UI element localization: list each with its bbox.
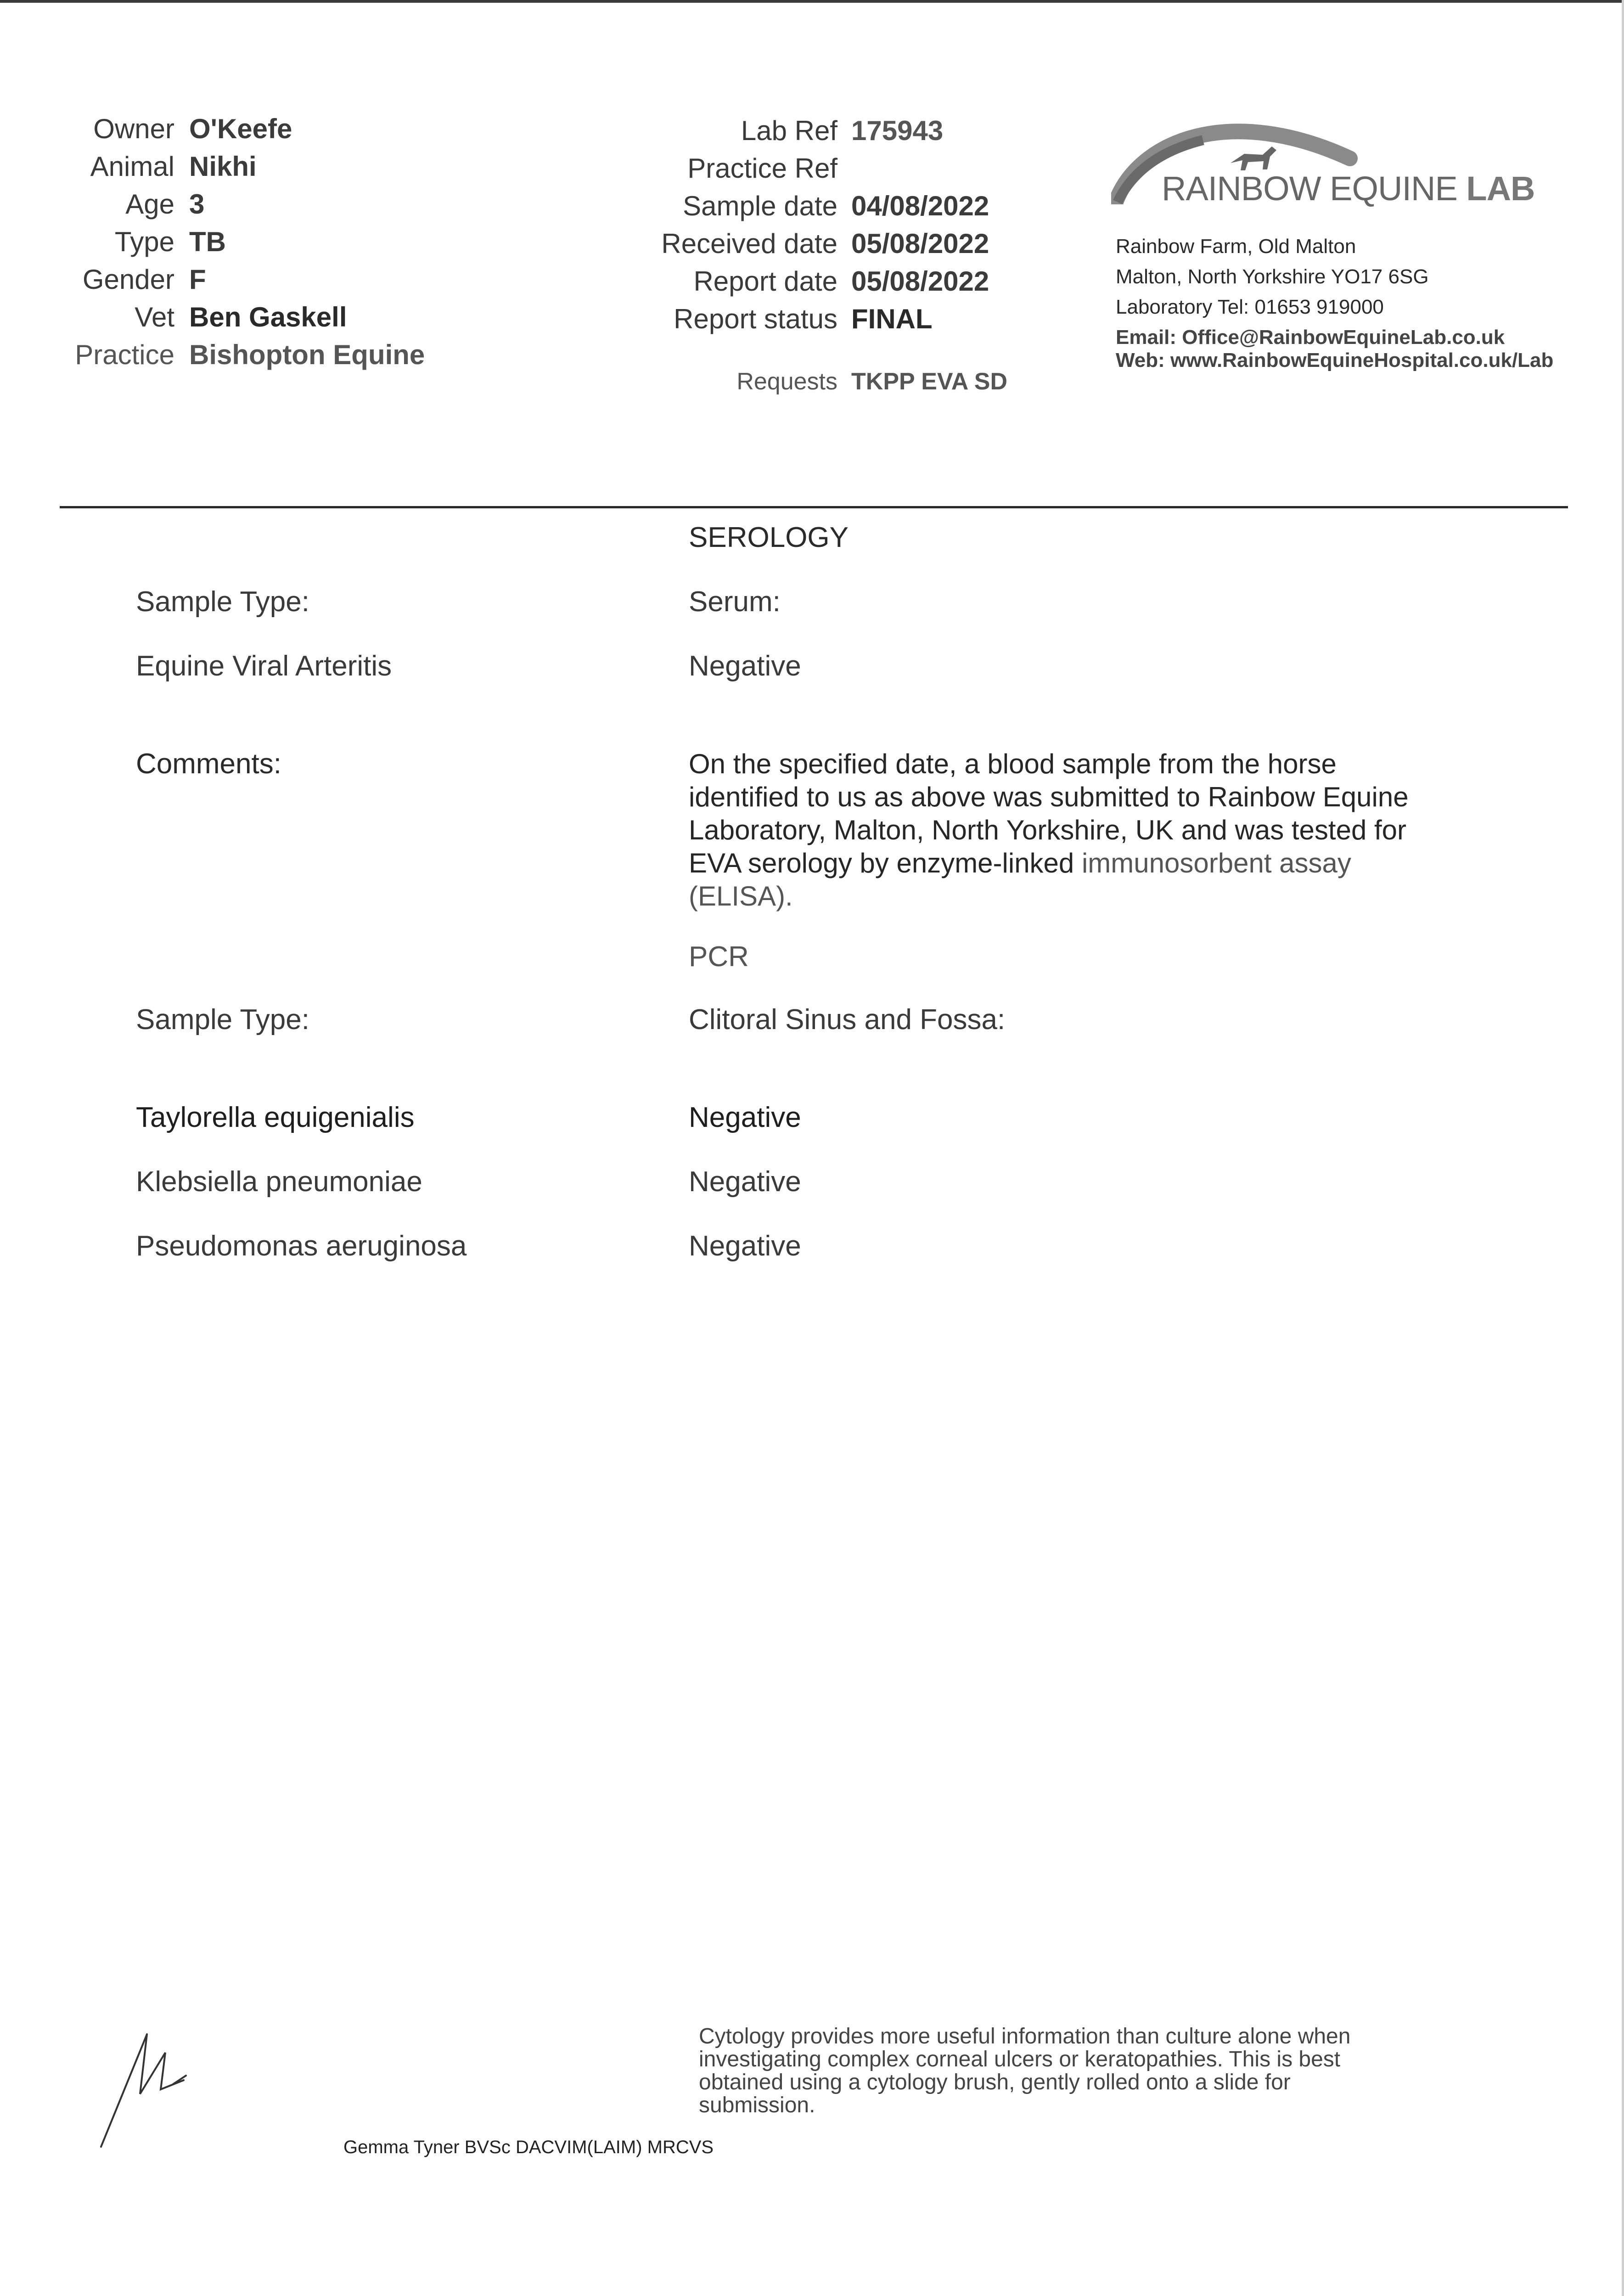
section-divider [60,506,1568,508]
signature [92,2025,211,2154]
lab-tel: Laboratory Tel: 01653 919000 [1116,296,1384,318]
right-border [1622,0,1624,2296]
eva-test-result: Negative [689,650,801,682]
pcr-heading: PCR [689,941,749,973]
sample-date-label: Sample date [683,191,837,221]
owner-label: Owner [93,113,174,144]
pcr-sample-type-label: Sample Type: [136,1004,309,1035]
requests-value: TKPP EVA SD [851,368,1008,395]
report-date-value: 05/08/2022 [851,266,989,297]
requests-label: Requests [736,368,837,395]
animal-value: Nikhi [189,151,257,182]
report-status-value: FINAL [851,304,933,334]
lab-logo-text-bold: LAB [1466,169,1535,208]
serology-heading: SEROLOGY [689,522,849,553]
type-label: Type [114,226,174,257]
age-value: 3 [189,189,205,219]
received-date-label: Received date [661,228,837,259]
practice-value: Bishopton Equine [189,339,425,370]
pcr-organism: Pseudomonas aeruginosa [136,1230,467,1262]
practice-ref-label: Practice Ref [687,153,837,184]
received-date-value: 05/08/2022 [851,228,989,259]
gender-value: F [189,264,206,295]
pcr-result: Negative [689,1102,801,1133]
pcr-organism: Taylorella equigenialis [136,1102,415,1133]
pcr-result: Negative [689,1166,801,1198]
pcr-sample-type-value: Clitoral Sinus and Fossa: [689,1004,1006,1035]
comments-main-text: On the specified date, a blood sample from the horse identified to us as above was submitted to Rainbow Equine Laboratory, Malton, North Yorkshire, UK and was tested for EVA serology by enzyme-linked [689,748,1409,878]
lab-logo-text-light: RAINBOW EQUINE [1162,169,1467,208]
age-label: Age [125,189,174,219]
owner-value: O'Keefe [189,113,292,144]
comments-label: Comments: [136,748,281,780]
report-status-label: Report status [674,304,837,334]
vet-label: Vet [135,302,174,332]
sample-date-value: 04/08/2022 [851,191,989,221]
serology-sample-type-value: Serum: [689,586,781,618]
gender-label: Gender [82,264,174,295]
vet-value: Ben Gaskell [189,302,347,332]
lab-ref-value: 175943 [851,115,944,146]
lab-ref-label: Lab Ref [741,115,837,146]
lab-email: Email: Office@RainbowEquineLab.co.uk [1116,326,1505,349]
comments-text [689,748,1442,913]
signer-name: Gemma Tyner BVSc DACVIM(LAIM) MRCVS [343,2137,714,2157]
horse-icon [1231,146,1276,170]
serology-sample-type-label: Sample Type: [136,586,309,618]
pcr-result: Negative [689,1230,801,1262]
type-value: TB [189,226,226,257]
lab-address-line1: Rainbow Farm, Old Malton [1116,235,1356,258]
lab-address-line2: Malton, North Yorkshire YO17 6SG [1116,265,1429,288]
animal-label: Animal [90,151,174,182]
report-date-label: Report date [693,266,837,297]
eva-test-name: Equine Viral Arteritis [136,650,392,682]
lab-web: Web: www.RainbowEquineHospital.co.uk/Lab [1116,349,1554,371]
top-border [0,0,1624,3]
comments-tail-text: immunosorbent assay (ELISA). [689,848,1351,912]
lab-logo-text [1162,169,1535,208]
pcr-organism: Klebsiella pneumoniae [136,1166,422,1198]
practice-label: Practice [75,339,174,370]
cytology-note: Cytology provides more useful information than culture alone when investigating complex corneal ulcers or keratopathies. This is best obtained using a cytology brush, gently rolled onto a slide for submission. [699,2024,1351,2117]
